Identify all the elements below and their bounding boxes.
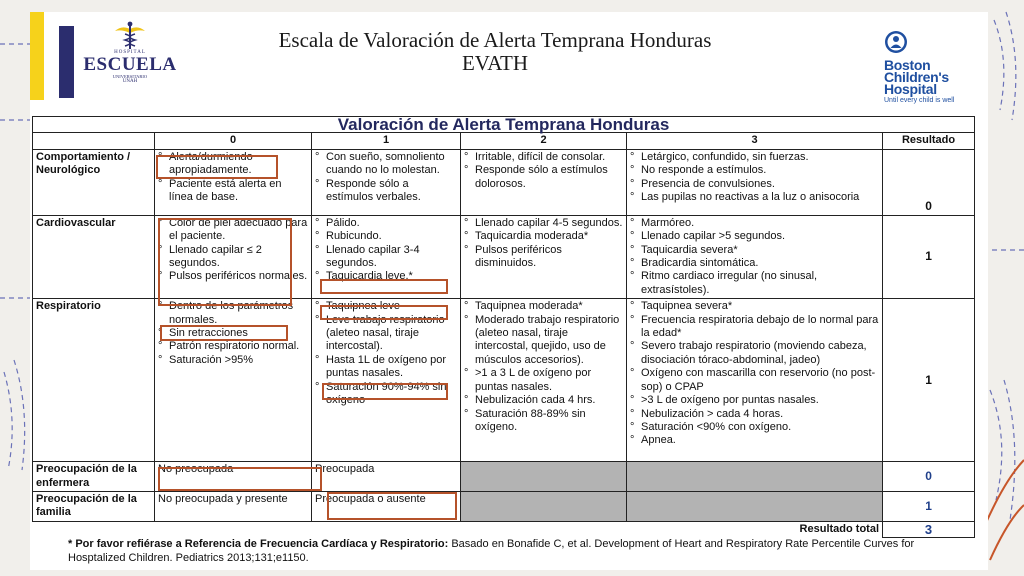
criteria-item: ° Leve trabajo respiratorio (aleteo nasal, tiraje intercostal).: [315, 314, 457, 354]
footnote: [68, 537, 968, 565]
annotation-box-resp-1a: [320, 305, 448, 320]
table-row: [33, 299, 975, 462]
logo-line-boston: Boston: [884, 57, 931, 73]
criteria-item: ° Saturación >95%: [158, 354, 308, 367]
hospital-escuela-logo: [82, 20, 178, 102]
annotation-box-nurse-0: [158, 467, 322, 491]
annotation-box-resp-1b: [322, 383, 448, 400]
title-line-1: Escala de Valoración de Alerta Temprana Honduras: [278, 28, 712, 52]
col-header-2: 2: [461, 133, 627, 149]
criteria-item: ° Paciente está alerta en línea de base.: [158, 178, 308, 205]
total-label: Resultado total: [33, 521, 883, 537]
logo-tagline: Until every child is well: [884, 97, 955, 104]
criteria-item: ° Patrón respiratorio normal.: [158, 340, 308, 353]
criteria-item: ° Marmóreo.: [630, 217, 879, 230]
criteria-item: ° Saturación <90% con oxígeno.: [630, 421, 879, 434]
disabled-cell: [461, 462, 627, 492]
criteria-item: ° Las pupilas no reactivas a la luz o anisocoria: [630, 191, 879, 204]
logo-sub-text: UNIVERSITARIO: [112, 74, 148, 79]
criteria-item: ° Apnea.: [630, 434, 879, 447]
accent-bar-navy: [59, 26, 74, 98]
result-value: 0: [883, 149, 975, 215]
criteria-item: ° Responde sólo a estímulos dolorosos.: [464, 164, 623, 191]
accent-bar-yellow: [30, 12, 44, 100]
col-header-resultado: Resultado: [883, 133, 975, 149]
row-category: Comportamiento / Neurológico: [33, 149, 155, 215]
score-cell: [312, 149, 461, 215]
score-cell: [461, 299, 627, 462]
annotation-box-resp-0: [160, 325, 288, 341]
criteria-item: ° Nebulización cada 4 hrs.: [464, 394, 623, 407]
criteria-item: ° Color de piel adecuado para el paciente.: [158, 217, 308, 244]
criteria-item: ° Pulsos periféricos normales.: [158, 270, 308, 283]
caduceus-icon: [113, 20, 147, 50]
col-header-0: 0: [155, 133, 312, 149]
annotation-box-cardio-0: [158, 218, 292, 306]
title-line-2: EVATH: [461, 51, 529, 75]
annotation-box-neuro-0: [156, 155, 278, 179]
logo-bottom-text: UNAH: [122, 79, 138, 84]
table-title: Valoración de Alerta Temprana Honduras: [33, 117, 975, 133]
col-header-category: [33, 133, 155, 149]
row-category: Preocupación de la enfermera: [33, 462, 155, 492]
criteria-item: ° Pulsos periféricos disminuidos.: [464, 244, 623, 271]
criteria-item: ° Nebulización > cada 4 horas.: [630, 408, 879, 421]
criteria-item: ° Hasta 1L de oxígeno por puntas nasales.: [315, 354, 457, 381]
disabled-cell: [627, 462, 883, 492]
result-value: 0: [883, 462, 975, 492]
table-row: [33, 492, 975, 522]
disabled-cell: [627, 492, 883, 522]
criteria-item: ° Llenado capilar 4-5 segundos.: [464, 217, 623, 230]
criteria-item: ° >1 a 3 L de oxígeno por puntas nasales.: [464, 367, 623, 394]
criteria-item: ° Bradicardia sintomática.: [630, 257, 879, 270]
criteria-item: ° Con sueño, somnoliento cuando no lo molestan.: [315, 151, 457, 178]
criteria-item: ° Alerta/durmiendo apropiadamente.: [158, 151, 308, 178]
score-cell: [461, 149, 627, 215]
criteria-item: ° Taquicardia severa*: [630, 244, 879, 257]
score-cell: Preocupada: [312, 462, 461, 492]
criteria-item: ° Irritable, difícil de consolar.: [464, 151, 623, 164]
logo-top-text: HOSPITAL: [114, 50, 146, 55]
criteria-item: ° Letárgico, confundido, sin fuerzas.: [630, 151, 879, 164]
page-title: [200, 29, 790, 75]
annotation-box-cardio-1: [320, 279, 448, 294]
logo-line-childrens: Children's: [884, 69, 949, 85]
row-category: Respiratorio: [33, 299, 155, 462]
score-cell: [155, 299, 312, 462]
logo-line-hospital: Hospital: [884, 81, 937, 97]
criteria-item: ° Saturación 88-89% sin oxígeno.: [464, 408, 623, 435]
footnote-text: Basado en Bonafide C, et al. Development of Heart and Respiratory Rate Percentile Curves for Hosptalized Children. Pediatrics 2013;131;e1150.: [68, 538, 915, 564]
col-header-1: 1: [312, 133, 461, 149]
score-cell: [627, 215, 883, 298]
criteria-item: ° Responde sólo a estímulos verbales.: [315, 178, 457, 205]
criteria-item: ° Taquipnea severa*: [630, 300, 879, 313]
score-cell: No preocupada: [155, 462, 312, 492]
row-category: Cardiovascular: [33, 215, 155, 298]
criteria-item: ° Taquipnea leve: [315, 300, 457, 313]
result-value: 1: [883, 215, 975, 298]
criteria-item: ° Sin retracciones: [158, 327, 308, 340]
criteria-item: ° Taquicardia moderada*: [464, 230, 623, 243]
criteria-item: ° No responde a estímulos.: [630, 164, 879, 177]
boston-childrens-emblem-icon: [884, 30, 908, 54]
criteria-item: ° Dentro de los parámetros normales.: [158, 300, 308, 327]
total-value: 3: [883, 521, 975, 537]
criteria-item: ° Saturación 90%-94% sin oxígeno: [315, 381, 457, 408]
col-header-3: 3: [627, 133, 883, 149]
criteria-item: ° Rubicundo.: [315, 230, 457, 243]
disabled-cell: [461, 492, 627, 522]
row-category: Preocupación de la familia: [33, 492, 155, 522]
criteria-item: ° Severo trabajo respiratorio (moviendo cabeza, disociación tóraco-abdominal, jadeo): [630, 340, 879, 367]
result-value: 1: [883, 492, 975, 522]
result-value: 1: [883, 299, 975, 462]
criteria-item: ° Llenado capilar ≤ 2 segundos.: [158, 244, 308, 271]
criteria-item: ° Presencia de convulsiones.: [630, 178, 879, 191]
criteria-item: ° >3 L de oxígeno por puntas nasales.: [630, 394, 879, 407]
criteria-item: ° Ritmo cardiaco irregular (no sinusal, extrasístoles).: [630, 270, 879, 297]
score-cell: Preocupada o ausente: [312, 492, 461, 522]
annotation-box-family-1: [327, 492, 457, 520]
score-cell: [627, 149, 883, 215]
total-row: [33, 521, 975, 537]
criteria-item: ° Llenado capilar 3-4 segundos.: [315, 244, 457, 271]
criteria-item: ° Oxígeno con mascarilla con reservorio (no post-sop) o CPAP: [630, 367, 879, 394]
boston-childrens-logo: [884, 30, 988, 104]
score-cell: [627, 299, 883, 462]
logo-name: ESCUELA: [83, 54, 177, 75]
score-cell: [312, 299, 461, 462]
footnote-bold: * Por favor refiérase a Referencia de Frecuencia Cardíaca y Respiratorio:: [68, 538, 449, 550]
criteria-item: ° Taquipnea moderada*: [464, 300, 623, 313]
criteria-item: ° Llenado capilar >5 segundos.: [630, 230, 879, 243]
criteria-item: ° Taquicardia leve.*: [315, 270, 457, 283]
criteria-item: ° Pálido.: [315, 217, 457, 230]
criteria-item: ° Moderado trabajo respiratorio (aleteo nasal, tiraje intercostal, quejido, uso de músculos accesorios).: [464, 314, 623, 368]
criteria-item: ° Frecuencia respiratoria debajo de lo normal para la edad*: [630, 314, 879, 341]
score-cell: No preocupada y presente: [155, 492, 312, 522]
score-cell: [461, 215, 627, 298]
